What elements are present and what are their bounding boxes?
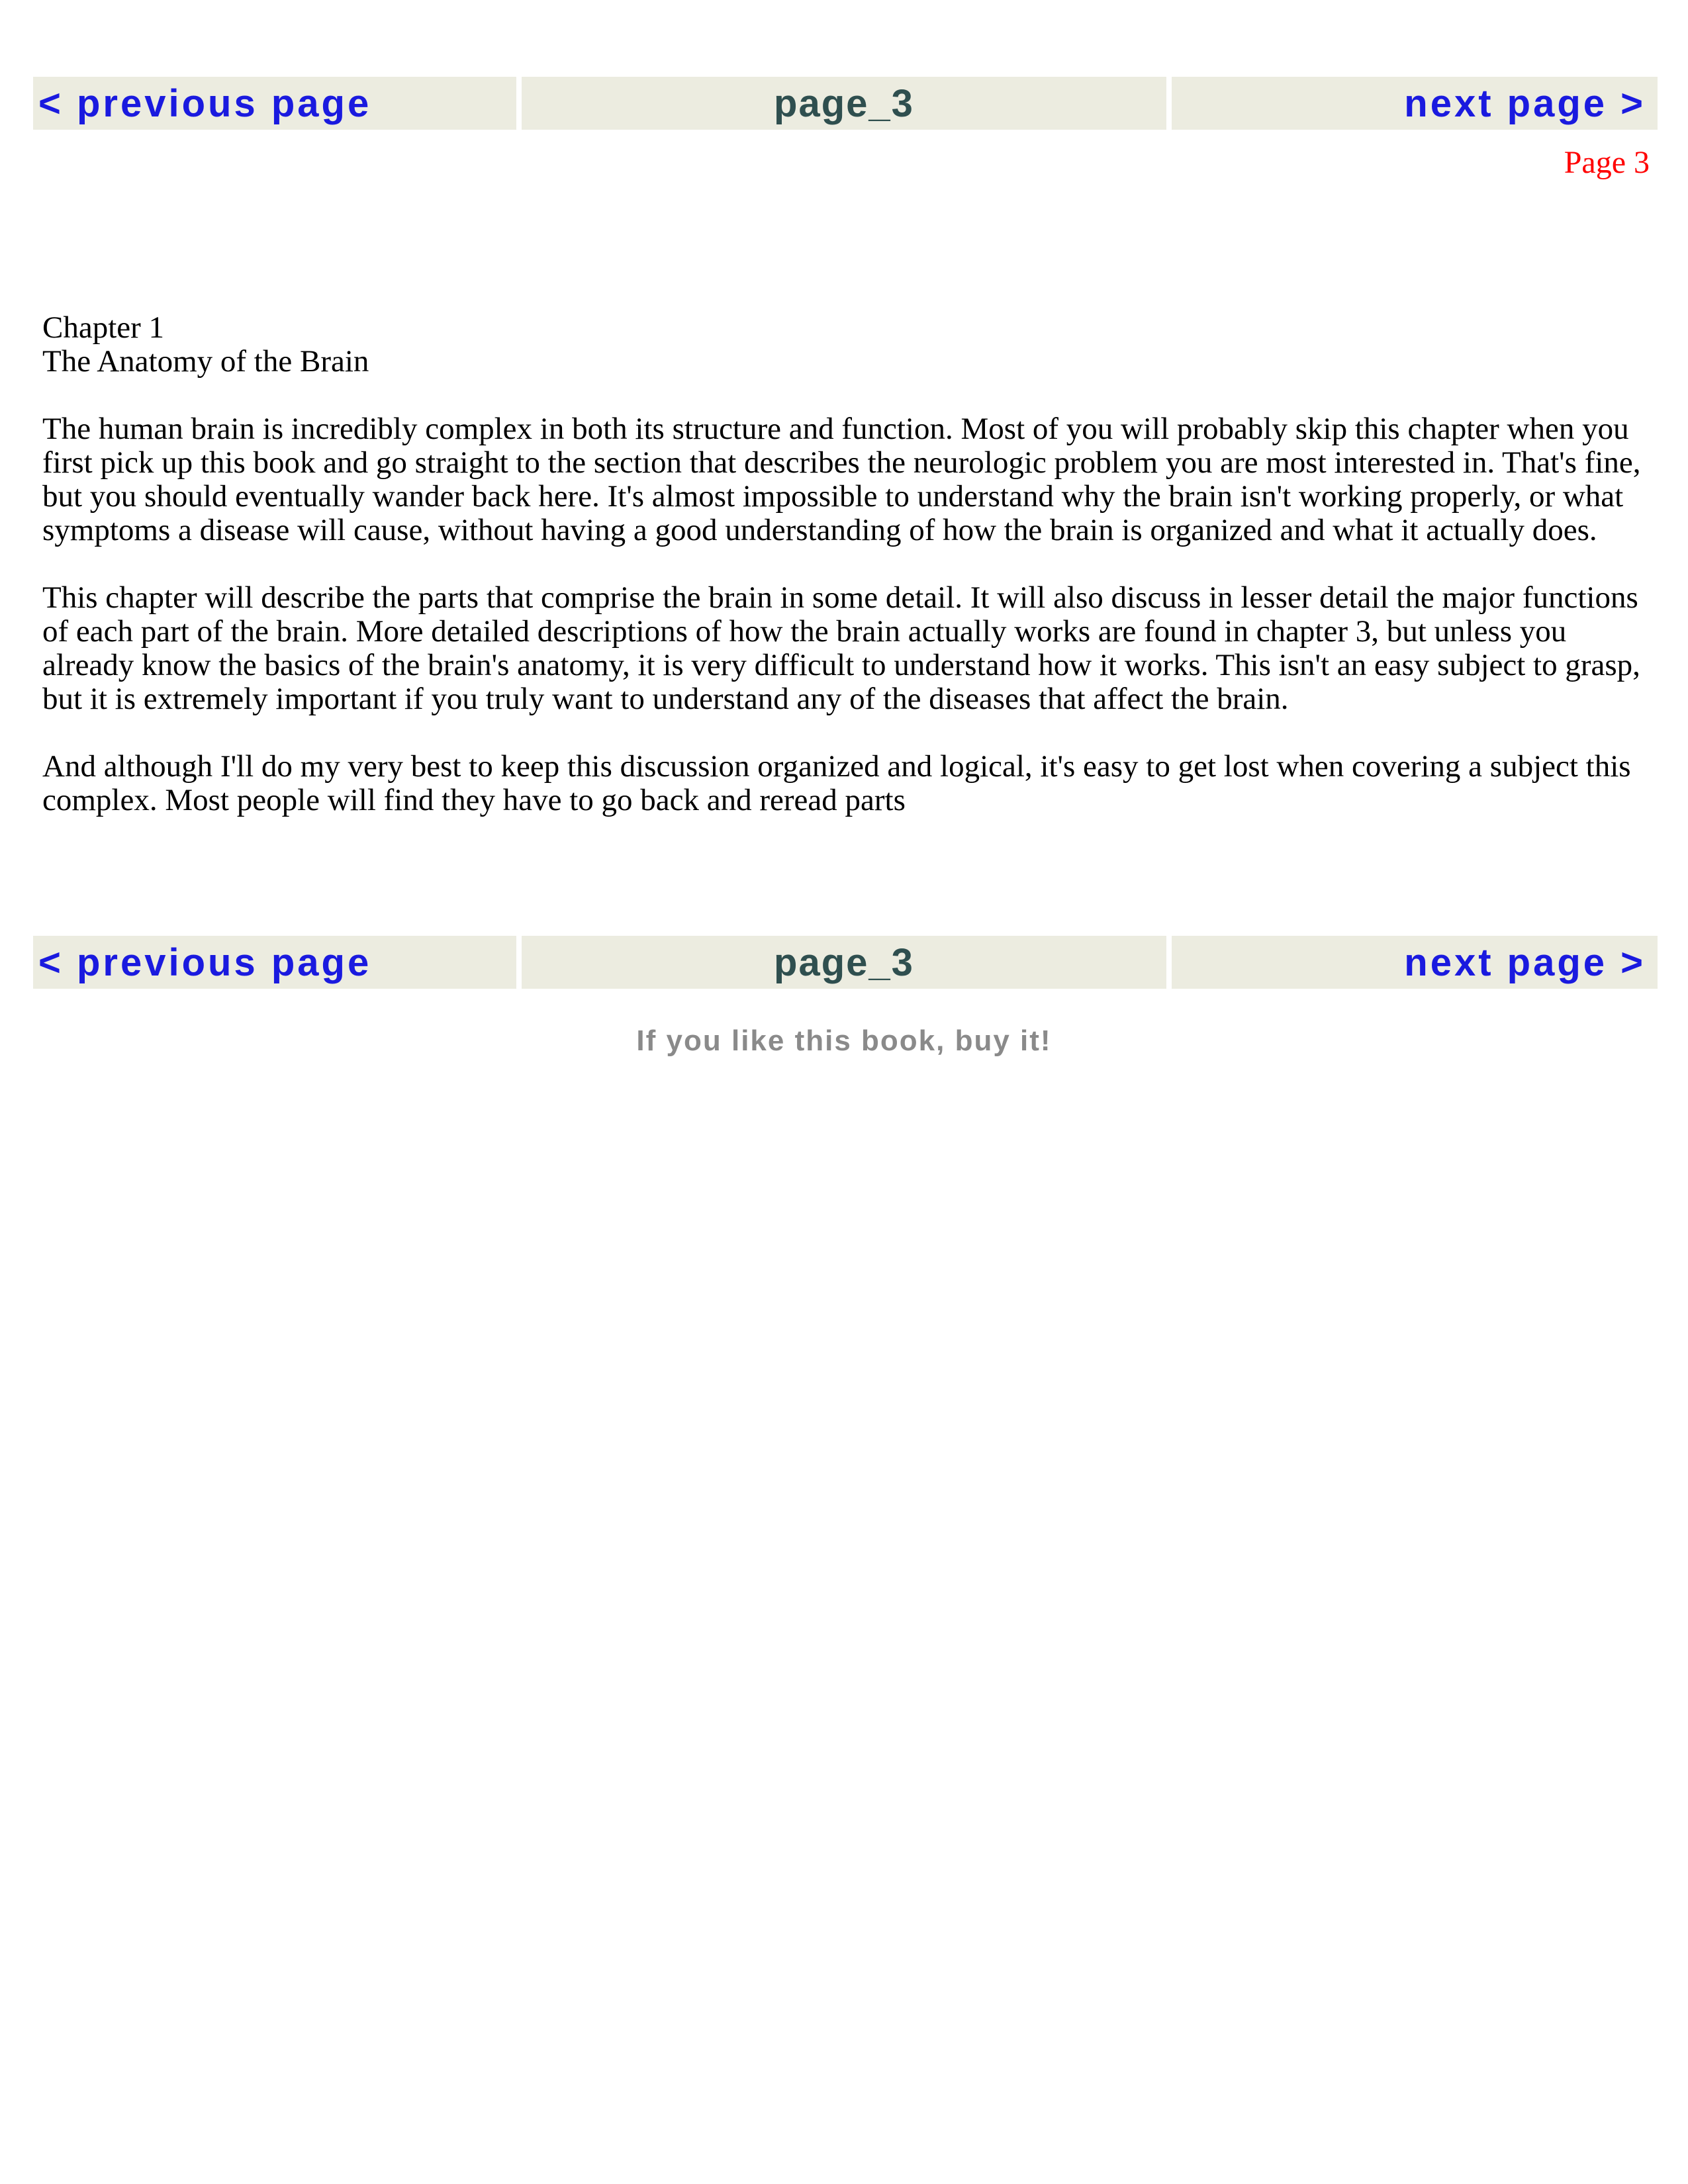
body-paragraph: The human brain is incredibly complex in both its structure and function. Most of you will probably skip this chapter when you first pick up this book and go straight to the section that describes the neurologic problem you are most interested in. That's fine, but you should eventually wander back here. It's almost impossible to understand why the brain isn't working properly, or what symptoms a disease will cause, without having a good understanding of how the brain is organized and what it actually does. — [42, 412, 1641, 547]
body-paragraph: This chapter will describe the parts that comprise the brain in some detail. It will also discuss in lesser detail the major functions of each part of the brain. More detailed descriptions of how the brain actually works are found in chapter 3, but unless you already know the basics of the brain's anatomy, it is very difficult to understand how it works. This isn't an easy subject to grasp, but it is extremely important if you truly want to understand any of the diseases that affect the brain. — [42, 580, 1640, 716]
buy-book-note: If you like this book, buy it! — [636, 1024, 1052, 1057]
previous-page-link[interactable]: < previous page — [33, 77, 516, 130]
body-paragraph: And although I'll do my very best to keep this discussion organized and logical, it's easy to get lost when covering a subject this complex. Most people will find they have to go back and reread parts — [42, 749, 1631, 817]
top-navigation-bar — [33, 77, 1658, 130]
page-title: page_3 — [522, 77, 1166, 130]
bottom-navigation-bar — [33, 936, 1658, 989]
chapter-number: Chapter 1 — [42, 310, 165, 345]
chapter-title: The Anatomy of the Brain — [42, 344, 369, 379]
previous-page-link[interactable]: < previous page — [33, 936, 516, 989]
next-page-link[interactable]: next page > — [1172, 77, 1658, 130]
chapter-heading — [42, 311, 1644, 379]
page-number-label: Page 3 — [1564, 145, 1650, 180]
page-title: page_3 — [522, 936, 1166, 989]
next-page-link[interactable]: next page > — [1172, 936, 1658, 989]
chapter-content — [42, 311, 1644, 851]
